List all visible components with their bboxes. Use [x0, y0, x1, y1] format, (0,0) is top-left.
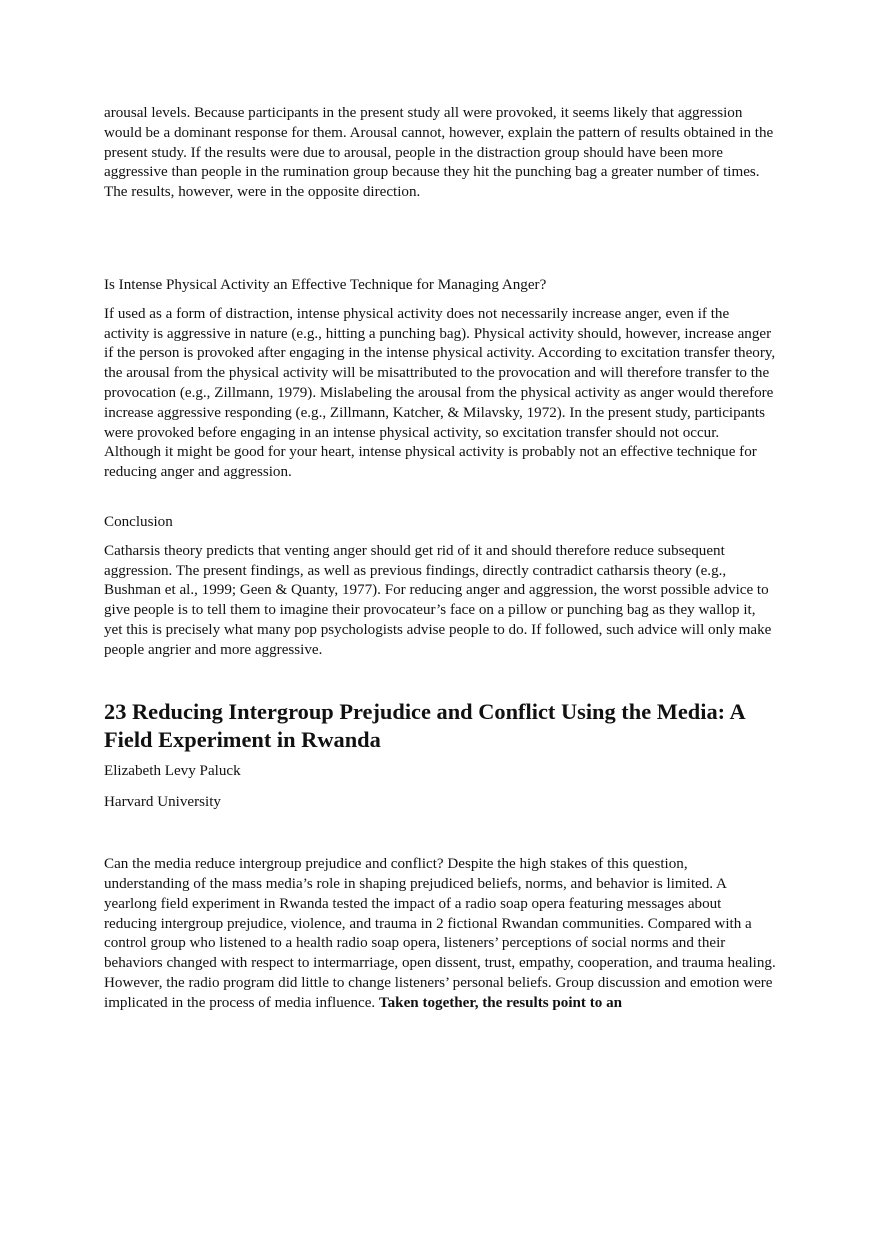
abstract-paragraph — [104, 855, 776, 1013]
document-page — [104, 104, 776, 1014]
abstract-bold-text: Taken together, the results point to an — [378, 994, 623, 1011]
conclusion-heading: Conclusion — [104, 513, 173, 530]
chapter-title: 23 Reducing Intergroup Prejudice and Conflict Using the Media: A Field Experiment in Rwanda — [104, 698, 745, 752]
chapter-affiliation: Harvard University — [104, 794, 221, 811]
abstract-text: Can the media reduce intergroup prejudice and conflict? Despite the high stakes of this question, understanding of the mass media’s role in shaping prejudiced beliefs, norms, and behavior is limited. A yearlong field experiment in Rwanda tested the impact of a radio soap opera featuring messages about reducing intergroup prejudice, violence, and trauma in 2 fictional Rwandan communities. Compared with a control group who listened to a health radio soap opera, listeners’ perceptions of social norms and their behaviors changed with respect to intermarriage, open dissent, trust, empathy, cooperation, and trauma healing. However, the radio program did little to change listeners’ personal beliefs. Group discussion and emotion were implicated in the process of media influence. — [104, 856, 776, 1011]
intro-paragraph: arousal levels. Because participants in the present study all were provoked, it seems likely that aggression would be a dominant response for them. Arousal cannot, however, explain the pattern of results obtained in the present study. If the results were due to arousal, people in the distraction group should have been more aggressive than people in the rumination group because they hit the punching bag a greater number of times. The results, however, were in the opposite direction. — [104, 105, 774, 201]
physical-activity-paragraph: If used as a form of distraction, intense physical activity does not necessarily increase anger, even if the activity is aggressive in nature (e.g., hitting a punching bag). Physical activity should, however, increase anger if the person is provoked after engaging in the intense physical activity. According to excitation transfer theory, the arousal from the physical activity will be misattributed to the provocation and will therefore transfer to the provocation (e.g., Zillmann, 1979). Mislabeling the arousal from the physical activity as anger would therefore increase aggressive responding (e.g., Zillmann, Katcher, & Milavsky, 1972). In the present study, participants were provoked before engaging in an intense physical activity, so excitation transfer should not occur. Although it might be good for your heart, intense physical activity is probably not an effective technique for reducing anger and aggression. — [104, 305, 776, 481]
conclusion-paragraph: Catharsis theory predicts that venting anger should get rid of it and should therefore reduce subsequent aggression. The present findings, as well as previous findings, directly contradict catharsis theory (e.g., Bushman et al., 1999; Geen & Quanty, 1977). For reducing anger and aggression, the worst possible advice to give people is to tell them to imagine their provocateur’s face on a pillow or punching bag as they wallop it, yet this is precisely what many pop psychologists advise people to do. If followed, such advice will only make people angrier and more aggressive. — [104, 542, 772, 658]
physical-activity-heading: Is Intense Physical Activity an Effective Technique for Managing Anger? — [104, 276, 547, 293]
chapter-author: Elizabeth Levy Paluck — [104, 762, 241, 779]
